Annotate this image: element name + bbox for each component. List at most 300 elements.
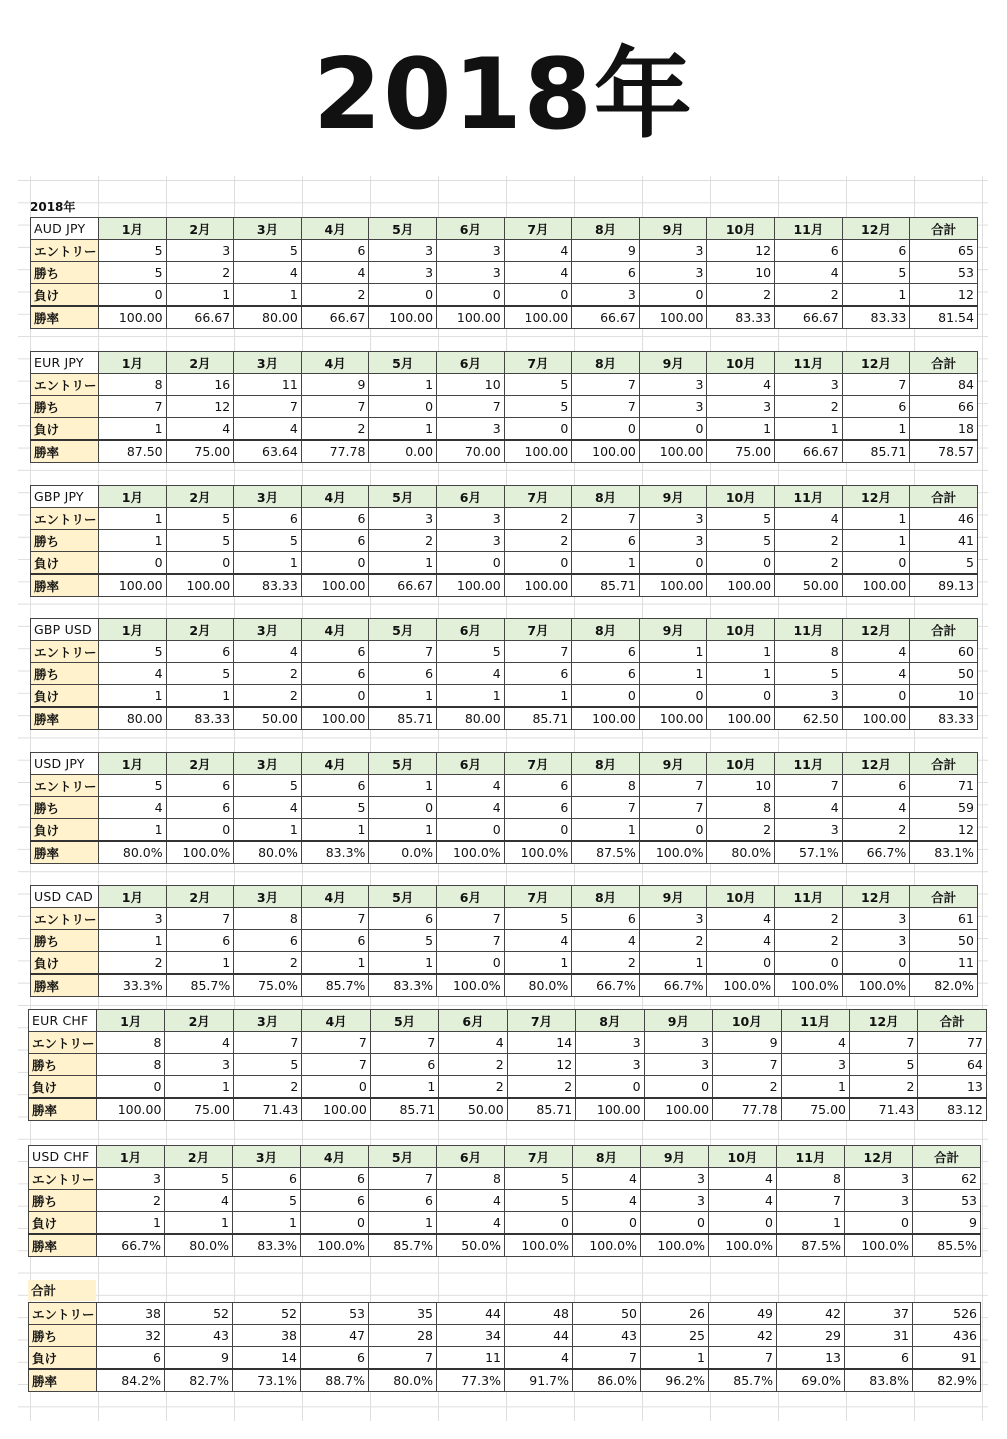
- loss-cell: 0: [576, 1076, 644, 1099]
- loss-cell: 0: [573, 1212, 641, 1235]
- entry-cell: 7: [639, 775, 707, 797]
- entry-cell: 5: [234, 775, 302, 797]
- entry-cell: 3: [437, 240, 505, 262]
- loss-cell: 0: [437, 819, 505, 842]
- loss-cell: 4: [166, 418, 234, 441]
- currency-pair-name: EUR JPY: [31, 352, 99, 374]
- loss-cell: 1: [301, 819, 369, 842]
- loss-cell: 12: [910, 284, 978, 307]
- loss-cell: 0: [99, 552, 167, 575]
- rate-cell: 85.71: [572, 574, 640, 597]
- rate-cell: 85.5%: [913, 1234, 981, 1257]
- row-label: エントリー: [29, 1032, 97, 1054]
- entry-cell: 7: [370, 1032, 438, 1054]
- win-cell: 3: [641, 1190, 709, 1212]
- currency-pair-table: [30, 217, 978, 329]
- rate-cell: 83.3%: [233, 1234, 301, 1257]
- rate-cell: 100.00: [572, 440, 640, 463]
- loss-cell: 0: [775, 952, 843, 975]
- rate-cell: 85.7%: [166, 974, 234, 997]
- month-header: 12月: [842, 218, 910, 240]
- month-header: 11月: [775, 486, 843, 508]
- entry-cell: 5: [234, 240, 302, 262]
- month-header: 5月: [369, 753, 437, 775]
- win-cell: 5: [233, 1190, 301, 1212]
- win-cell: 41: [910, 530, 978, 552]
- loss-cell: 0: [707, 685, 775, 708]
- month-header: 10月: [707, 753, 775, 775]
- win-cell: 4: [437, 1190, 505, 1212]
- rate-cell: 83.33: [234, 574, 302, 597]
- loss-cell: 1: [166, 952, 234, 975]
- month-header: 5月: [369, 486, 437, 508]
- rate-cell: 100.00: [504, 574, 572, 597]
- month-header: 9月: [639, 352, 707, 374]
- entry-cell: 3: [845, 1168, 913, 1190]
- win-cell: 7: [572, 396, 640, 418]
- rate-row: [31, 306, 978, 329]
- month-header: 3月: [234, 486, 302, 508]
- entry-cell: 1: [639, 641, 707, 663]
- entry-cell: 6: [234, 508, 302, 530]
- rate-cell: 80.0%: [165, 1234, 233, 1257]
- month-header: 7月: [504, 619, 572, 641]
- rate-cell: 84.2%: [97, 1369, 165, 1392]
- month-header: 4月: [301, 1146, 369, 1168]
- entry-cell: 49: [709, 1303, 777, 1325]
- win-cell: 43: [165, 1325, 233, 1347]
- row-label: 負け: [31, 819, 99, 842]
- loss-cell: 1: [99, 685, 167, 708]
- loss-cell: 4: [505, 1347, 573, 1370]
- currency-pair-name: USD JPY: [31, 753, 99, 775]
- win-cell: 4: [709, 1190, 777, 1212]
- win-cell: 64: [918, 1054, 986, 1076]
- loss-cell: 7: [709, 1347, 777, 1370]
- entry-cell: 5: [505, 1168, 573, 1190]
- header-row: [31, 753, 978, 775]
- win-cell: 43: [573, 1325, 641, 1347]
- row-label: 勝ち: [31, 797, 99, 819]
- entry-cell: 1: [369, 374, 437, 396]
- rate-row: [31, 574, 978, 597]
- currency-pair-name: EUR CHF: [29, 1010, 97, 1032]
- entry-row: [31, 908, 978, 930]
- entry-cell: 3: [639, 240, 707, 262]
- win-cell: 4: [165, 1190, 233, 1212]
- win-cell: 6: [301, 1190, 369, 1212]
- win-cell: 6: [842, 396, 910, 418]
- win-cell: 25: [641, 1325, 709, 1347]
- loss-cell: 0: [437, 552, 505, 575]
- row-label: 負け: [31, 418, 99, 441]
- win-cell: 34: [437, 1325, 505, 1347]
- month-header: 2月: [166, 886, 234, 908]
- loss-cell: 0: [709, 1212, 777, 1235]
- month-header: 12月: [842, 352, 910, 374]
- entry-cell: 4: [165, 1032, 233, 1054]
- rate-cell: 100.0%: [707, 974, 775, 997]
- entry-cell: 6: [369, 908, 437, 930]
- entry-cell: 3: [437, 508, 505, 530]
- entry-cell: 9: [713, 1032, 781, 1054]
- month-header: 9月: [639, 753, 707, 775]
- currency-pair-name: GBP USD: [31, 619, 99, 641]
- loss-cell: 2: [301, 418, 369, 441]
- loss-cell: 1: [707, 418, 775, 441]
- win-cell: 3: [644, 1054, 712, 1076]
- currency-pair-name: AUD JPY: [31, 218, 99, 240]
- loss-cell: 2: [849, 1076, 917, 1099]
- loss-cell: 1: [572, 819, 640, 842]
- month-header: 6月: [439, 1010, 507, 1032]
- rate-cell: 83.33: [166, 707, 234, 730]
- row-label: 勝ち: [31, 530, 99, 552]
- entry-row: [29, 1032, 987, 1054]
- month-header: 2月: [166, 619, 234, 641]
- loss-row: [31, 685, 978, 708]
- rate-cell: 77.78: [301, 440, 369, 463]
- win-cell: 32: [97, 1325, 165, 1347]
- entry-cell: 53: [301, 1303, 369, 1325]
- rate-cell: 66.67: [166, 306, 234, 329]
- rate-cell: 69.0%: [777, 1369, 845, 1392]
- entry-cell: 5: [707, 508, 775, 530]
- win-cell: 3: [842, 930, 910, 952]
- rate-row: [31, 841, 978, 864]
- win-cell: 3: [165, 1054, 233, 1076]
- win-cell: 7: [572, 797, 640, 819]
- row-label: 勝ち: [31, 396, 99, 418]
- currency-pair-table: [30, 618, 978, 730]
- loss-cell: 2: [507, 1076, 575, 1099]
- month-header: 4月: [302, 1010, 370, 1032]
- win-cell: 2: [369, 530, 437, 552]
- loss-cell: 1: [99, 418, 167, 441]
- loss-cell: 0: [707, 552, 775, 575]
- win-cell: 4: [504, 262, 572, 284]
- win-cell: 2: [775, 930, 843, 952]
- header-row: [29, 1010, 987, 1032]
- entry-cell: 3: [369, 240, 437, 262]
- rate-cell: 80.0%: [234, 841, 302, 864]
- loss-cell: 0: [639, 685, 707, 708]
- row-label: エントリー: [31, 641, 99, 663]
- month-header: 12月: [842, 619, 910, 641]
- win-cell: 6: [369, 1190, 437, 1212]
- month-header: 10月: [707, 886, 775, 908]
- loss-cell: 13: [918, 1076, 986, 1099]
- loss-cell: 1: [369, 952, 437, 975]
- rate-cell: 96.2%: [641, 1369, 709, 1392]
- win-cell: 4: [437, 663, 505, 685]
- rate-cell: 100.0%: [166, 841, 234, 864]
- month-header: 2月: [166, 352, 234, 374]
- win-cell: 1: [99, 930, 167, 952]
- rate-row: [29, 1369, 981, 1392]
- win-cell: 12: [507, 1054, 575, 1076]
- rate-cell: 85.7%: [301, 974, 369, 997]
- rate-row: [29, 1234, 981, 1257]
- header-row: [29, 1146, 981, 1168]
- rate-cell: 89.13: [910, 574, 978, 597]
- currency-pair-table: [30, 351, 978, 463]
- month-header: 1月: [99, 352, 167, 374]
- entry-cell: 7: [775, 775, 843, 797]
- rate-cell: 83.12: [918, 1098, 986, 1121]
- loss-cell: 0: [301, 1212, 369, 1235]
- month-header: 12月: [842, 886, 910, 908]
- win-cell: 5: [707, 530, 775, 552]
- month-header: 1月: [97, 1146, 165, 1168]
- rate-cell: 62.50: [775, 707, 843, 730]
- entry-cell: 62: [913, 1168, 981, 1190]
- entry-cell: 5: [99, 641, 167, 663]
- entry-cell: 4: [573, 1168, 641, 1190]
- loss-cell: 13: [777, 1347, 845, 1370]
- entry-cell: 60: [910, 641, 978, 663]
- rate-cell: 85.7%: [369, 1234, 437, 1257]
- rate-cell: 100.0%: [301, 1234, 369, 1257]
- month-header: 8月: [572, 218, 640, 240]
- row-label: 勝率: [31, 574, 99, 597]
- rate-cell: 66.7%: [639, 974, 707, 997]
- rate-cell: 77.78: [713, 1098, 781, 1121]
- entry-cell: 71: [910, 775, 978, 797]
- entry-cell: 6: [301, 508, 369, 530]
- month-header: 11月: [775, 218, 843, 240]
- row-label: エントリー: [29, 1303, 97, 1325]
- loss-cell: 0: [504, 819, 572, 842]
- entry-cell: 3: [639, 374, 707, 396]
- entry-cell: 526: [913, 1303, 981, 1325]
- rate-cell: 87.5%: [572, 841, 640, 864]
- entry-cell: 48: [505, 1303, 573, 1325]
- rate-cell: 80.00: [437, 707, 505, 730]
- win-cell: 8: [97, 1054, 165, 1076]
- rate-cell: 85.71: [507, 1098, 575, 1121]
- rate-cell: 100.00: [707, 707, 775, 730]
- month-header: 8月: [572, 619, 640, 641]
- entry-cell: 4: [234, 641, 302, 663]
- win-cell: 6: [504, 663, 572, 685]
- win-cell: 53: [913, 1190, 981, 1212]
- header-row: [31, 619, 978, 641]
- entry-cell: 5: [166, 508, 234, 530]
- entry-row: [31, 508, 978, 530]
- loss-cell: 0: [369, 284, 437, 307]
- win-cell: 5: [301, 797, 369, 819]
- rate-cell: 80.0%: [707, 841, 775, 864]
- entry-cell: 6: [301, 641, 369, 663]
- win-cell: 53: [910, 262, 978, 284]
- loss-cell: 1: [369, 819, 437, 842]
- loss-cell: 2: [439, 1076, 507, 1099]
- win-cell: 42: [709, 1325, 777, 1347]
- month-header: 5月: [369, 886, 437, 908]
- entry-cell: 42: [777, 1303, 845, 1325]
- win-cell: 2: [166, 262, 234, 284]
- total-column-header: 合計: [910, 619, 978, 641]
- win-cell: 28: [369, 1325, 437, 1347]
- month-header: 3月: [233, 1010, 301, 1032]
- entry-cell: 5: [165, 1168, 233, 1190]
- win-cell: 4: [234, 262, 302, 284]
- month-header: 12月: [842, 753, 910, 775]
- row-label: 勝率: [31, 841, 99, 864]
- win-cell: 31: [845, 1325, 913, 1347]
- win-cell: 4: [775, 797, 843, 819]
- win-cell: 6: [572, 663, 640, 685]
- rate-row: [29, 1098, 987, 1121]
- row-label: 勝ち: [29, 1190, 97, 1212]
- win-cell: 10: [707, 262, 775, 284]
- loss-cell: 1: [97, 1212, 165, 1235]
- month-header: 9月: [641, 1146, 709, 1168]
- win-cell: 4: [707, 930, 775, 952]
- month-header: 2月: [166, 753, 234, 775]
- rate-cell: 83.33: [910, 707, 978, 730]
- win-cell: 6: [370, 1054, 438, 1076]
- entry-cell: 3: [842, 908, 910, 930]
- win-row: [31, 262, 978, 284]
- loss-cell: 6: [97, 1347, 165, 1370]
- loss-row: [31, 418, 978, 441]
- entry-cell: 35: [369, 1303, 437, 1325]
- win-cell: 6: [301, 530, 369, 552]
- entry-cell: 7: [302, 1032, 370, 1054]
- win-cell: 4: [842, 663, 910, 685]
- win-cell: 5: [505, 1190, 573, 1212]
- rate-cell: 82.0%: [910, 974, 978, 997]
- rate-cell: 85.71: [370, 1098, 438, 1121]
- loss-row: [29, 1076, 987, 1099]
- loss-cell: 1: [437, 685, 505, 708]
- win-cell: 7: [777, 1190, 845, 1212]
- win-cell: 3: [369, 262, 437, 284]
- rate-cell: 100.0%: [504, 841, 572, 864]
- entry-cell: 7: [572, 508, 640, 530]
- win-cell: 4: [301, 262, 369, 284]
- loss-cell: 0: [166, 819, 234, 842]
- rate-cell: 77.3%: [437, 1369, 505, 1392]
- loss-cell: 0: [639, 284, 707, 307]
- win-cell: 6: [234, 930, 302, 952]
- entry-cell: 44: [437, 1303, 505, 1325]
- rate-cell: 71.43: [233, 1098, 301, 1121]
- loss-cell: 0: [505, 1212, 573, 1235]
- rate-cell: 80.0%: [369, 1369, 437, 1392]
- row-label: 勝率: [31, 440, 99, 463]
- rate-cell: 100.00: [572, 707, 640, 730]
- rate-cell: 100.00: [301, 707, 369, 730]
- loss-cell: 1: [369, 552, 437, 575]
- loss-cell: 1: [165, 1212, 233, 1235]
- page-title: 2018年: [313, 38, 694, 152]
- entry-row: [29, 1303, 981, 1325]
- win-cell: 0: [369, 797, 437, 819]
- rate-row: [31, 440, 978, 463]
- entry-cell: 52: [233, 1303, 301, 1325]
- win-cell: 7: [99, 396, 167, 418]
- row-label: 負け: [29, 1076, 97, 1099]
- loss-cell: 2: [775, 284, 843, 307]
- win-cell: 2: [439, 1054, 507, 1076]
- month-header: 6月: [437, 486, 505, 508]
- loss-cell: 2: [234, 952, 302, 975]
- win-row: [31, 797, 978, 819]
- win-cell: 3: [576, 1054, 644, 1076]
- month-header: 10月: [707, 352, 775, 374]
- header-row: [31, 218, 978, 240]
- win-cell: 66: [910, 396, 978, 418]
- rate-cell: 70.00: [437, 440, 505, 463]
- win-cell: 1: [842, 530, 910, 552]
- month-header: 11月: [775, 619, 843, 641]
- month-header: 9月: [639, 218, 707, 240]
- loss-cell: 10: [910, 685, 978, 708]
- win-cell: 5: [166, 663, 234, 685]
- entry-cell: 6: [166, 641, 234, 663]
- rate-cell: 83.33: [707, 306, 775, 329]
- entry-cell: 1: [99, 508, 167, 530]
- win-cell: 4: [99, 663, 167, 685]
- month-header: 3月: [234, 619, 302, 641]
- loss-cell: 1: [99, 819, 167, 842]
- month-header: 4月: [301, 886, 369, 908]
- rate-cell: 100.0%: [709, 1234, 777, 1257]
- loss-cell: 0: [639, 552, 707, 575]
- entry-cell: 77: [918, 1032, 986, 1054]
- win-cell: 7: [301, 396, 369, 418]
- month-header: 11月: [781, 1010, 849, 1032]
- entry-cell: 52: [165, 1303, 233, 1325]
- month-header: 6月: [437, 352, 505, 374]
- row-label: 負け: [29, 1212, 97, 1235]
- month-header: 6月: [437, 886, 505, 908]
- entry-cell: 5: [99, 775, 167, 797]
- loss-cell: 1: [370, 1076, 438, 1099]
- entry-cell: 2: [504, 508, 572, 530]
- month-header: 10月: [707, 486, 775, 508]
- win-cell: 2: [97, 1190, 165, 1212]
- win-cell: 5: [234, 530, 302, 552]
- currency-pair-table: [30, 485, 978, 597]
- win-cell: 4: [842, 797, 910, 819]
- rate-cell: 100.00: [639, 574, 707, 597]
- month-header: 5月: [369, 1146, 437, 1168]
- win-cell: 7: [713, 1054, 781, 1076]
- month-header: 4月: [301, 352, 369, 374]
- header-row: [31, 486, 978, 508]
- win-cell: 7: [302, 1054, 370, 1076]
- month-header: 7月: [505, 1146, 573, 1168]
- rate-cell: 100.00: [504, 306, 572, 329]
- rate-cell: 66.67: [775, 440, 843, 463]
- loss-cell: 3: [775, 685, 843, 708]
- entry-cell: 26: [641, 1303, 709, 1325]
- loss-cell: 2: [775, 552, 843, 575]
- rate-cell: 100.00: [166, 574, 234, 597]
- row-label: 勝率: [29, 1234, 97, 1257]
- currency-pair-name: USD CAD: [31, 886, 99, 908]
- month-header: 4月: [301, 486, 369, 508]
- row-label: 勝率: [29, 1098, 97, 1121]
- win-cell: 50: [910, 663, 978, 685]
- win-cell: 6: [301, 930, 369, 952]
- loss-cell: 11: [910, 952, 978, 975]
- entry-cell: 6: [301, 1168, 369, 1190]
